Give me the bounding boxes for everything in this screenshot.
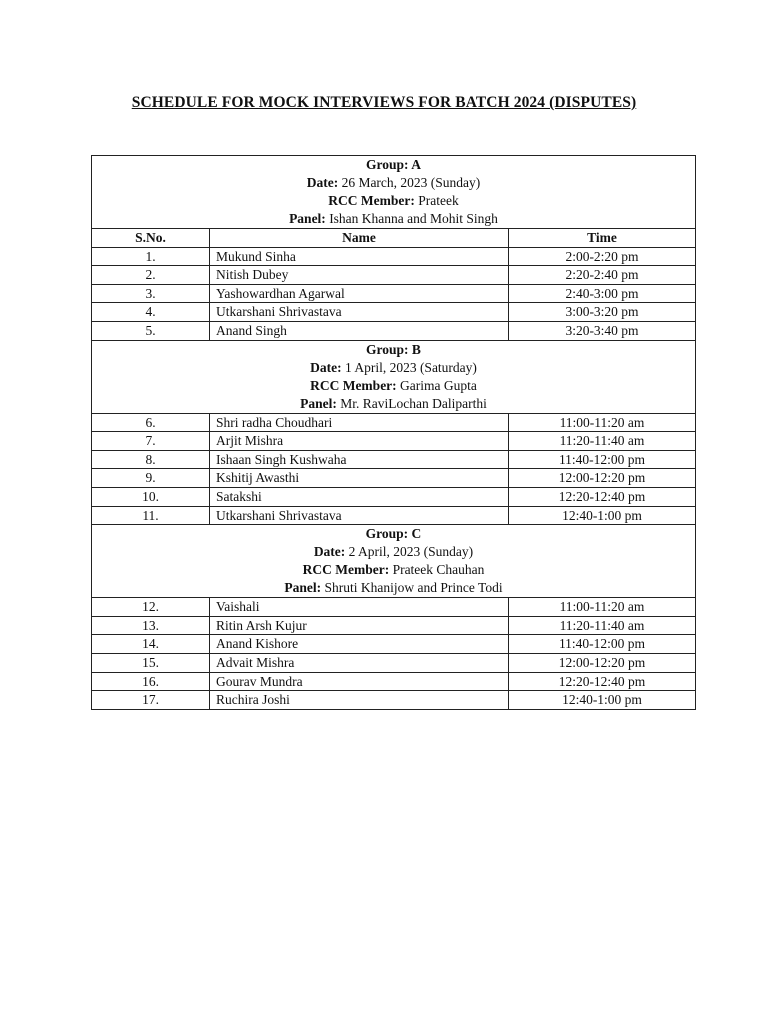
time-cell: 12:20-12:40 pm bbox=[509, 487, 696, 506]
group-date: 1 April, 2023 (Saturday) bbox=[344, 359, 477, 375]
time-cell: 12:20-12:40 pm bbox=[509, 672, 696, 691]
table-row bbox=[92, 691, 696, 710]
table-row bbox=[92, 598, 696, 617]
sno-cell: 5. bbox=[92, 321, 210, 340]
time-cell: 11:20-11:40 am bbox=[509, 616, 696, 635]
table-row bbox=[92, 413, 696, 432]
time-cell: 12:40-1:00 pm bbox=[509, 506, 696, 525]
name-cell: Yashowardhan Agarwal bbox=[210, 284, 509, 303]
table-row bbox=[92, 653, 696, 672]
name-cell: Gourav Mundra bbox=[210, 672, 509, 691]
sno-cell: 13. bbox=[92, 616, 210, 635]
rcc-member: Prateek bbox=[418, 193, 459, 208]
name-cell: Utkarshani Shrivastava bbox=[210, 506, 509, 525]
name-cell: Nitish Dubey bbox=[210, 266, 509, 285]
group-date: 26 March, 2023 (Sunday) bbox=[341, 175, 481, 190]
group-b-header-row bbox=[92, 340, 696, 413]
group-a-header-row bbox=[92, 156, 696, 229]
schedule-table bbox=[91, 155, 696, 710]
name-cell: Ruchira Joshi bbox=[210, 691, 509, 710]
rcc-member: Garima Gupta bbox=[400, 377, 477, 393]
column-header-row bbox=[92, 229, 696, 248]
sno-cell: 9. bbox=[92, 469, 210, 488]
sno-cell: 1. bbox=[92, 247, 210, 266]
table-row bbox=[92, 284, 696, 303]
table-row bbox=[92, 432, 696, 451]
rcc-member-label: RCC Member: bbox=[310, 377, 397, 393]
group-label: Group: C bbox=[365, 526, 422, 542]
time-cell: 11:00-11:20 am bbox=[509, 413, 696, 432]
time-cell: 2:00-2:20 pm bbox=[509, 247, 696, 266]
group-date: 2 April, 2023 (Sunday) bbox=[348, 544, 474, 560]
name-cell: Mukund Sinha bbox=[210, 247, 509, 266]
group-a-info bbox=[92, 156, 696, 229]
sno-cell: 4. bbox=[92, 303, 210, 322]
name-cell: Utkarshani Shrivastava bbox=[210, 303, 509, 322]
date-label: Date: bbox=[306, 175, 339, 190]
document-title: SCHEDULE FOR MOCK INTERVIEWS FOR BATCH 2024 (DISPUTES) bbox=[131, 94, 637, 111]
sno-cell: 15. bbox=[92, 653, 210, 672]
table-row bbox=[92, 321, 696, 340]
time-cell: 2:40-3:00 pm bbox=[509, 284, 696, 303]
sno-cell: 11. bbox=[92, 506, 210, 525]
group-label: Group: A bbox=[366, 157, 421, 172]
table-row bbox=[92, 450, 696, 469]
date-label: Date: bbox=[313, 544, 346, 560]
name-header: Name bbox=[210, 229, 509, 248]
table-row bbox=[92, 616, 696, 635]
time-cell: 11:20-11:40 am bbox=[509, 432, 696, 451]
name-cell: Ishaan Singh Kushwaha bbox=[210, 450, 509, 469]
sno-cell: 16. bbox=[92, 672, 210, 691]
sno-cell: 10. bbox=[92, 487, 210, 506]
name-cell: Satakshi bbox=[210, 487, 509, 506]
time-header: Time bbox=[509, 229, 696, 248]
group-label: Group: B bbox=[366, 341, 421, 357]
time-cell: 12:00-12:20 pm bbox=[509, 469, 696, 488]
sno-cell: 2. bbox=[92, 266, 210, 285]
time-cell: 11:40-12:00 pm bbox=[509, 635, 696, 654]
sno-cell: 8. bbox=[92, 450, 210, 469]
sno-cell: 12. bbox=[92, 598, 210, 617]
sno-cell: 7. bbox=[92, 432, 210, 451]
panel: Ishan Khanna and Mohit Singh bbox=[329, 211, 498, 226]
name-cell: Ritin Arsh Kujur bbox=[210, 616, 509, 635]
panel: Shruti Khanijow and Prince Todi bbox=[324, 580, 503, 596]
rcc-member-label: RCC Member: bbox=[328, 193, 415, 208]
name-cell: Vaishali bbox=[210, 598, 509, 617]
panel-label: Panel: bbox=[284, 580, 322, 596]
name-cell: Kshitij Awasthi bbox=[210, 469, 509, 488]
name-cell: Anand Singh bbox=[210, 321, 509, 340]
table-row bbox=[92, 487, 696, 506]
time-cell: 3:20-3:40 pm bbox=[509, 321, 696, 340]
time-cell: 11:00-11:20 am bbox=[509, 598, 696, 617]
name-cell: Arjit Mishra bbox=[210, 432, 509, 451]
panel-label: Panel: bbox=[289, 211, 326, 226]
time-cell: 11:40-12:00 pm bbox=[509, 450, 696, 469]
sno-cell: 6. bbox=[92, 413, 210, 432]
group-c-info bbox=[92, 525, 696, 598]
name-cell: Anand Kishore bbox=[210, 635, 509, 654]
table-row bbox=[92, 303, 696, 322]
table-row bbox=[92, 635, 696, 654]
panel-label: Panel: bbox=[300, 395, 337, 411]
sno-cell: 3. bbox=[92, 284, 210, 303]
panel: Mr. RaviLochan Daliparthi bbox=[340, 395, 487, 411]
group-b-info bbox=[92, 340, 696, 413]
name-cell: Advait Mishra bbox=[210, 653, 509, 672]
time-cell: 2:20-2:40 pm bbox=[509, 266, 696, 285]
time-cell: 12:40-1:00 pm bbox=[509, 691, 696, 710]
table-row bbox=[92, 672, 696, 691]
time-cell: 3:00-3:20 pm bbox=[509, 303, 696, 322]
table-row bbox=[92, 469, 696, 488]
name-cell: Shri radha Choudhari bbox=[210, 413, 509, 432]
table-row bbox=[92, 506, 696, 525]
group-c-header-row bbox=[92, 525, 696, 598]
sno-cell: 14. bbox=[92, 635, 210, 654]
rcc-member: Prateek Chauhan bbox=[392, 562, 485, 578]
rcc-member-label: RCC Member: bbox=[302, 562, 390, 578]
time-cell: 12:00-12:20 pm bbox=[509, 653, 696, 672]
date-label: Date: bbox=[310, 359, 342, 375]
sno-header: S.No. bbox=[92, 229, 210, 248]
table-row bbox=[92, 247, 696, 266]
table-row bbox=[92, 266, 696, 285]
sno-cell: 17. bbox=[92, 691, 210, 710]
